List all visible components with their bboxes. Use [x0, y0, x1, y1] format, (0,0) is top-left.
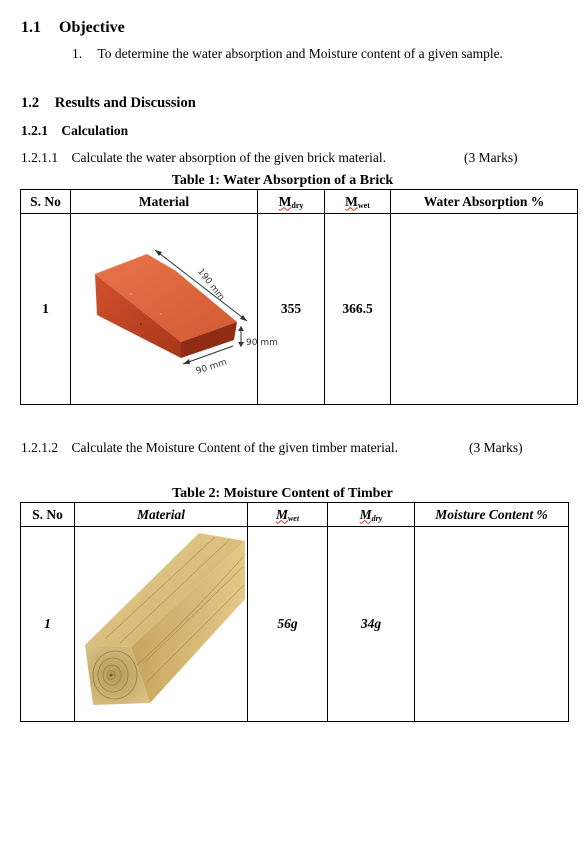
- objective-item: [72, 46, 503, 62]
- header-material: Material: [75, 503, 248, 527]
- header-mass-dry: $M_{dry}$: [328, 503, 415, 527]
- section-number: 1.1: [21, 19, 41, 36]
- cell-water-absorption[interactable]: [391, 214, 578, 405]
- table-2: [20, 502, 569, 722]
- header-mass-dry: $M_{dry}$: [258, 190, 325, 214]
- cell-mass-wet: 56g: [248, 527, 328, 722]
- table-header-row: [21, 190, 578, 214]
- question-2: [21, 440, 398, 456]
- table-row: [21, 214, 578, 405]
- question-number: 1.2.1.2: [21, 440, 59, 455]
- question-2-marks: (3 Marks): [469, 440, 523, 455]
- header-mass-wet: $M_{wet}$: [248, 503, 328, 527]
- subsection-heading: [21, 123, 128, 139]
- table-row: [21, 527, 569, 722]
- cell-moisture-content[interactable]: [415, 527, 569, 722]
- section-1-1-heading: [21, 19, 125, 37]
- table-header-row: [21, 503, 569, 527]
- subsection-title: Calculation: [61, 123, 129, 138]
- question-text: Calculate the water absorption of the given brick material.: [71, 150, 387, 165]
- brick-width-label: [195, 357, 228, 376]
- objective-text: To determine the water absorption and Moisture content of a given sample.: [97, 46, 503, 61]
- section-1-2-heading: [21, 95, 196, 112]
- cell-mass-wet: 366.5: [325, 214, 391, 405]
- cell-sno: 1: [21, 527, 75, 722]
- subsection-number: 1.2.1: [21, 123, 48, 138]
- section-title: Results and Discussion: [54, 95, 196, 111]
- cell-sno: 1: [21, 214, 71, 405]
- table-1-caption: Table 1: Water Absorption of a Brick: [171, 173, 394, 188]
- header-moisture-content: Moisture Content %: [415, 503, 569, 527]
- svg-text:90 mm: 90 mm: [194, 357, 229, 377]
- cell-mass-dry: 34g: [328, 527, 415, 722]
- timber-image: [75, 527, 248, 721]
- cell-material: [75, 527, 248, 722]
- svg-text:190 mm: 190 mm: [195, 266, 227, 303]
- cell-material: [71, 214, 278, 405]
- header-material: Material: [71, 190, 258, 214]
- table-1: [20, 189, 578, 405]
- header-sno: S. No: [21, 503, 75, 527]
- question-1: [21, 150, 386, 166]
- header-sno: S. No: [21, 190, 71, 214]
- cell-mass-dry: 355: [258, 214, 325, 405]
- question-number: 1.2.1.1: [21, 150, 59, 165]
- question-1-marks: (3 Marks): [464, 150, 518, 165]
- section-title: Objective: [59, 19, 125, 36]
- table-2-caption: Table 2: Moisture Content of Timber: [172, 486, 393, 501]
- brick-height-label: 90 mm: [246, 338, 278, 348]
- brick-image: [71, 214, 278, 404]
- header-water-absorption: Water Absorption %: [391, 190, 578, 214]
- header-mass-wet: $M_{wet}$: [325, 190, 391, 214]
- section-number: 1.2: [21, 95, 40, 111]
- question-text: Calculate the Moisture Content of the given timber material.: [71, 440, 399, 455]
- objective-number: 1.: [72, 46, 83, 61]
